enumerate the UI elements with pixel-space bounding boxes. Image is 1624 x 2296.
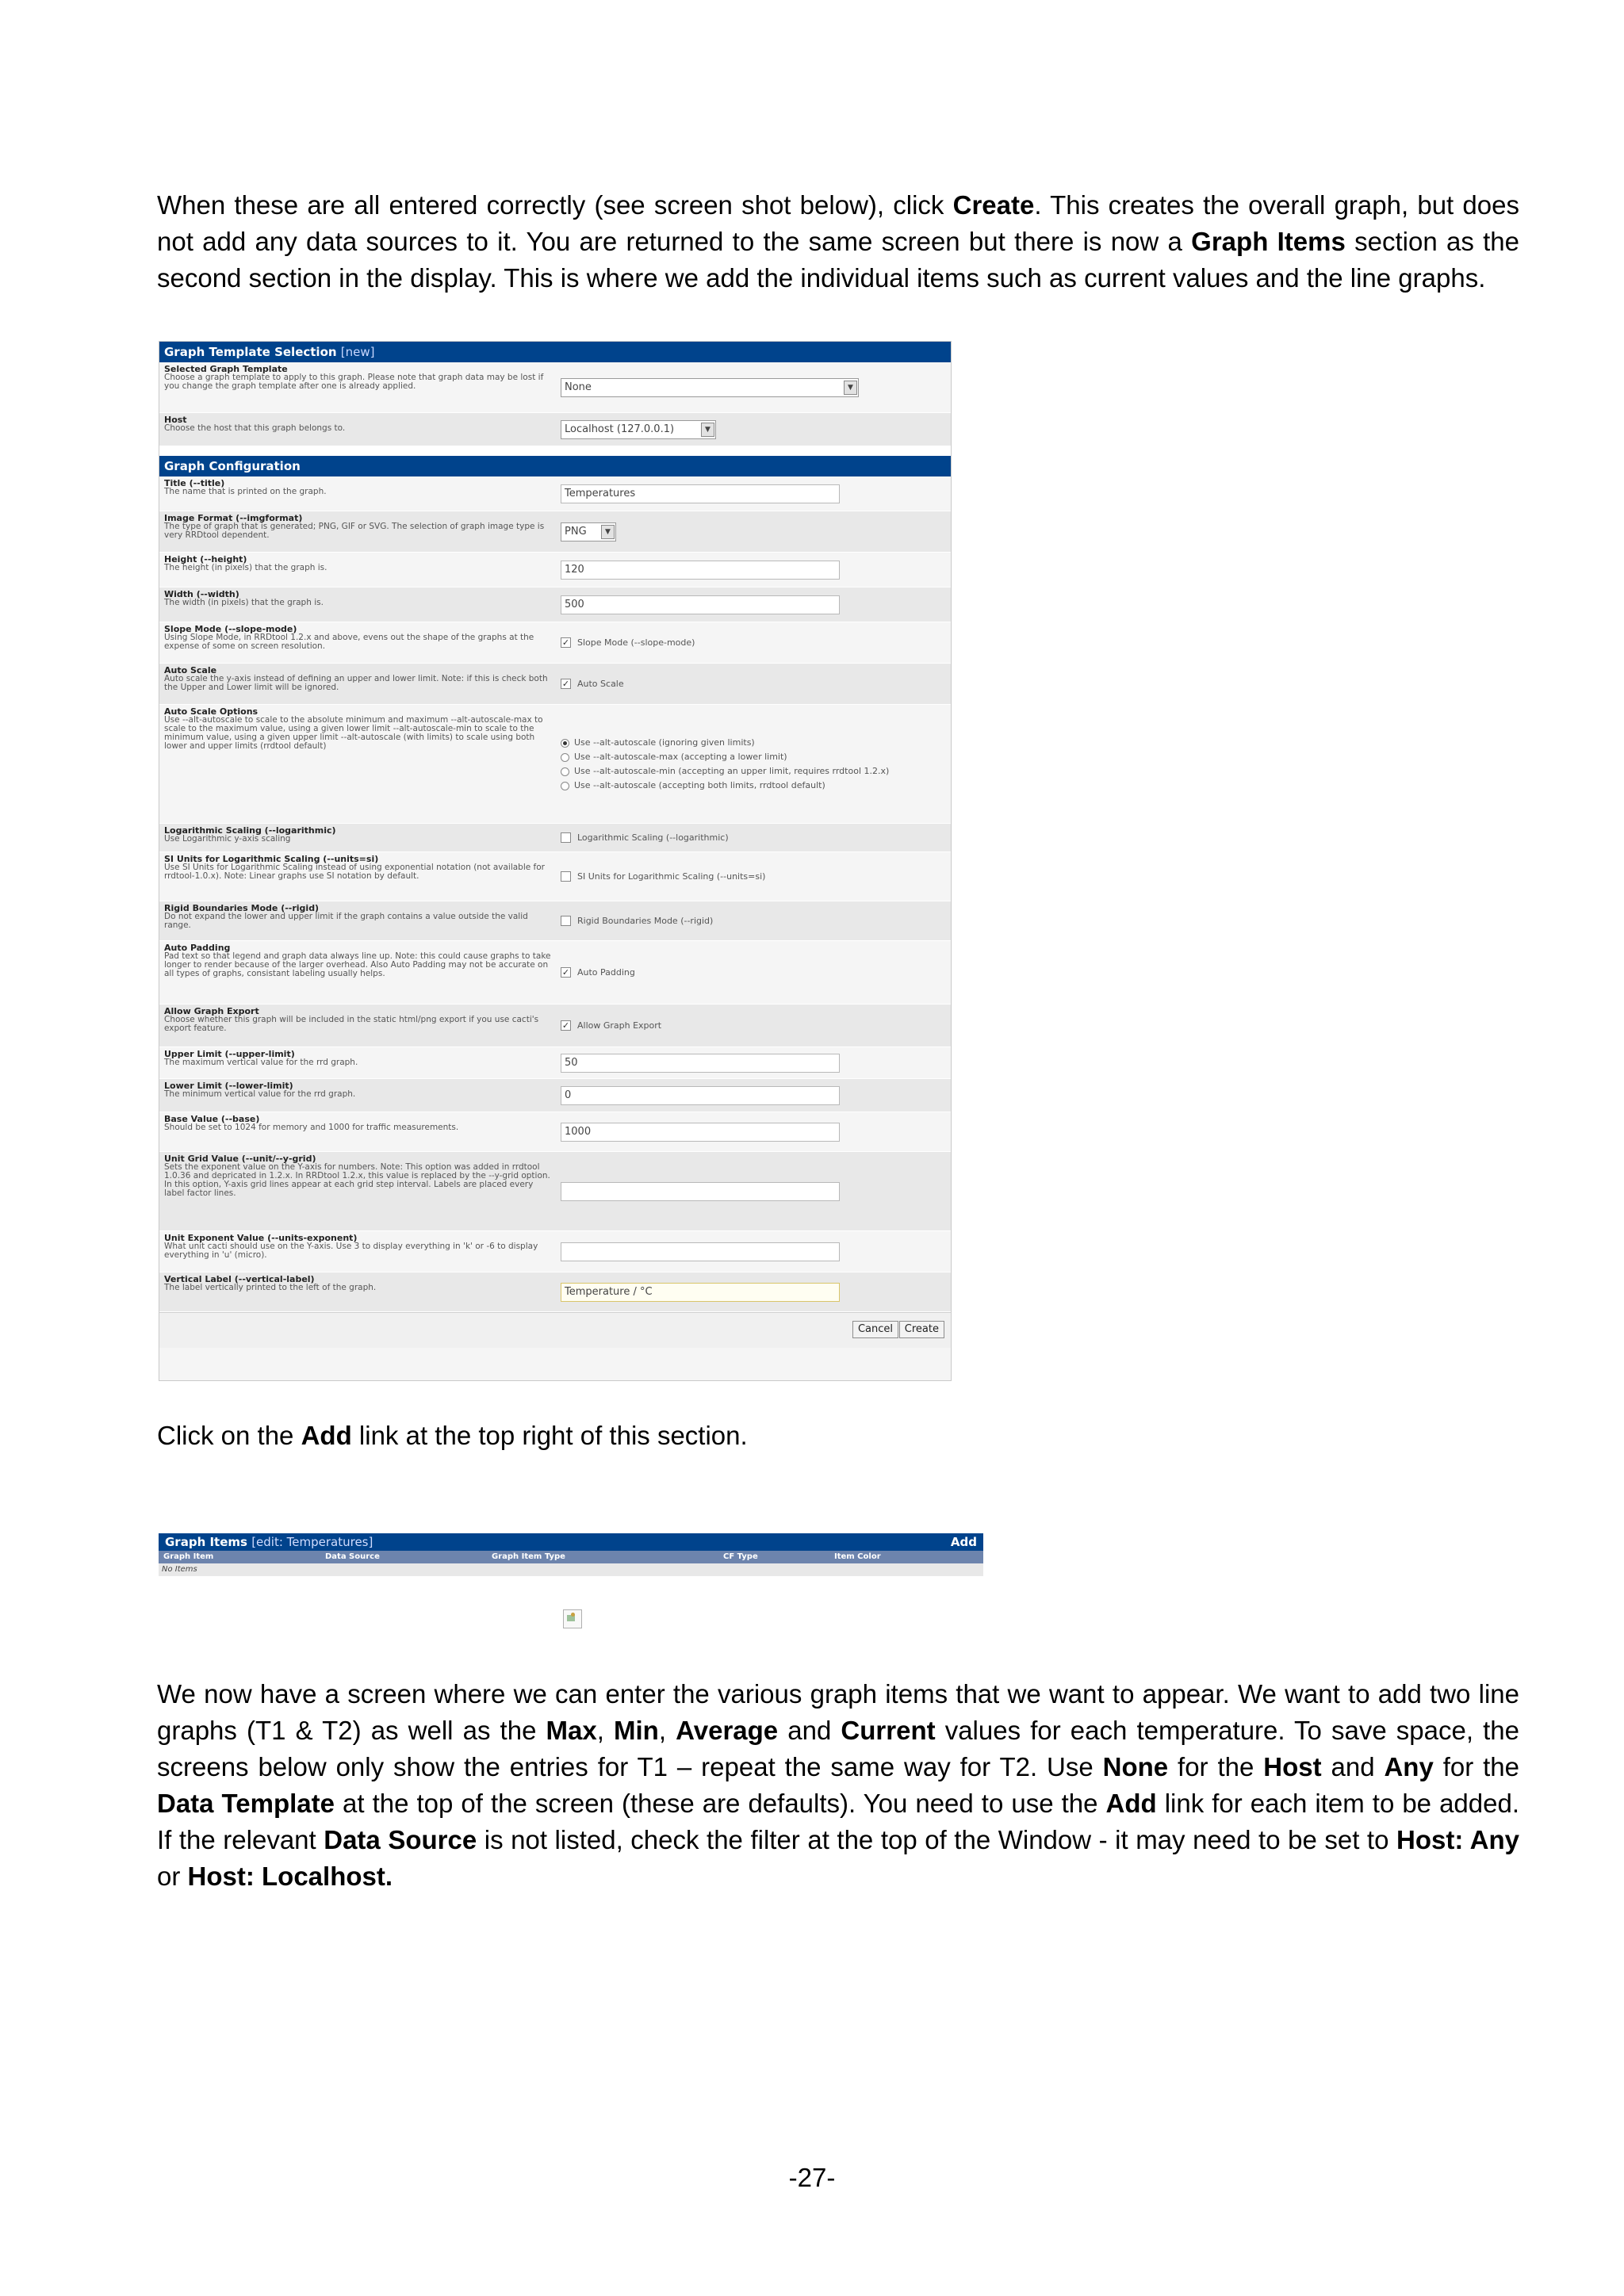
image-format-row: Image Format (--imgformat) The type of graph that is generated; PNG, GIF or SVG. The selection of graph image type is very RRDtool dependent. PNG ▼ xyxy=(159,511,951,553)
graph-items-screenshot xyxy=(159,1533,983,1576)
unit-exponent-row: Unit Exponent Value (--units-exponent) What unit cacti should use on the Y-axis. Use 3 to display everything in 'k' or -6 to display everything in 'u' (micro). xyxy=(159,1231,951,1272)
cancel-button[interactable]: Cancel xyxy=(852,1321,898,1338)
chevron-down-icon: ▼ xyxy=(601,525,615,539)
auto-scale-options-row: Auto Scale Options Use --alt-autoscale to scale to the absolute minimum and maximum --alt-autoscale-max to scale to the maximum value, using a given lower limit --alt-autoscale-min to scale to the minimum value, using a given upper limit --alt-autoscale (with limits) to scale using both lower and upper limits (rrdtool default) Use --alt-autoscale (ignoring given limits) Use --alt-autoscale-max (accepting a lower limit) Use --alt-autoscale-min (accepting an upper limit, requires rrdtool 1.2.x) Use --alt-autoscale (accepting both limits, rrdtool default) xyxy=(159,705,951,824)
unit-exponent-input[interactable] xyxy=(561,1242,840,1261)
page-number: -27- xyxy=(788,2163,836,2192)
rigid-row: Rigid Boundaries Mode (--rigid) Do not expand the lower and upper limit if the graph contains a value outside the valid range. Rigid Boundaries Mode (--rigid) xyxy=(159,901,951,941)
auto-padding-checkbox[interactable]: ✓ xyxy=(561,967,570,978)
form-footer xyxy=(159,1312,951,1348)
si-units-checkbox[interactable] xyxy=(561,871,571,882)
title-input[interactable]: Temperatures xyxy=(561,484,840,503)
chevron-down-icon: ▼ xyxy=(701,423,714,437)
vertical-label-input[interactable]: Temperature / °C xyxy=(561,1283,840,1302)
lower-limit-input[interactable]: 0 xyxy=(561,1086,840,1105)
base-value-row: Base Value (--base) Should be set to 1024 for memory and 1000 for traffic measurements. 1000 xyxy=(159,1112,951,1152)
slope-mode-row: Slope Mode (--slope-mode) Using Slope Mode, in RRDtool 1.2.x and above, evens out the shape of the graphs at the expense of some on screen resolution. ✓ Slope Mode (--slope-mode) xyxy=(159,622,951,664)
height-input[interactable]: 120 xyxy=(561,561,840,580)
column-graph-item: Graph Item xyxy=(163,1552,214,1561)
auto-scale-row: Auto Scale Auto scale the y-axis instead of defining an upper and lower limit. Note: if this is check both the Upper and Lower limit will be ignored. ✓ Auto Scale xyxy=(159,664,951,705)
upper-limit-input[interactable]: 50 xyxy=(561,1054,840,1073)
radio-alt-autoscale-limits[interactable] xyxy=(561,782,569,790)
vertical-label-row: Vertical Label (--vertical-label) The label vertically printed to the left of the graph. Temperature / °C xyxy=(159,1272,951,1312)
graph-items-paragraph: We now have a screen where we can enter the various graph items that we want to appear. We want to add two line graphs (T1 & T2) as well as the Max, Min, Average and Current values for each temperature. To save space, the screens below only show the entries for T1 – repeat the same way for T2. Use None for the Host and Any for the Data Template at the top of the screen (these are defaults). You need to use the Add link for each item to be added. If the relevant Data Source is not listed, check the filter at the top of the Window - it may need to be set to Host: Any or Host: Localhost. xyxy=(157,1679,1520,1891)
graph-items-columns xyxy=(159,1551,983,1563)
template-selection-header: Graph Template Selection [new] xyxy=(159,342,951,362)
logarithmic-checkbox[interactable] xyxy=(561,832,571,843)
width-input[interactable]: 500 xyxy=(561,595,840,614)
column-graph-item-type: Graph Item Type xyxy=(492,1552,565,1561)
radio-alt-autoscale[interactable] xyxy=(561,739,569,748)
image-format-select[interactable]: PNG ▼ xyxy=(561,522,616,541)
graph-items-header: Graph Items [edit: Temperatures] Add xyxy=(159,1533,983,1551)
create-button[interactable]: Create xyxy=(899,1321,944,1338)
base-value-input[interactable]: 1000 xyxy=(561,1123,840,1142)
column-item-color: Item Color xyxy=(834,1552,881,1561)
unit-grid-input[interactable] xyxy=(561,1182,840,1201)
graph-form-screenshot xyxy=(159,341,952,1381)
host-row: Host Choose the host that this graph belongs to. Localhost (127.0.0.1) ▼ xyxy=(159,413,951,446)
unit-grid-row: Unit Grid Value (--unit/--y-grid) Sets the exponent value on the Y-axis for numbers. Note: This option was added in rrdtool 1.0.36 and depricated in 1.2.x. In RRDtool 1.2.x, this value is replaced by the --y-grid option. In this option, Y-axis grid lines appear at each grid step interval. Labels are placed every label factor lines. xyxy=(159,1152,951,1231)
graph-configuration-header: Graph Configuration xyxy=(159,456,951,476)
graph-export-checkbox[interactable]: ✓ xyxy=(561,1020,570,1031)
radio-alt-autoscale-min[interactable] xyxy=(561,767,569,776)
title-row: Title (--title) The name that is printed on the graph. Temperatures xyxy=(159,476,951,511)
selected-template-row: Selected Graph Template Choose a graph template to apply to this graph. Please note that graph data may be lost if you change the graph template after one is already applied. None ▼ xyxy=(159,362,951,413)
graph-export-row: Allow Graph Export Choose whether this graph will be included in the static html/png export if you use cacti's export feature. ✓ Allow Graph Export xyxy=(159,1004,951,1047)
column-cf-type: CF Type xyxy=(723,1552,758,1561)
lower-limit-row: Lower Limit (--lower-limit) The minimum vertical value for the rrd graph. 0 xyxy=(159,1079,951,1112)
auto-scale-checkbox[interactable]: ✓ xyxy=(561,679,570,689)
intro-paragraph: When these are all entered correctly (see screen shot below), click Create. This creates the overall graph, but does not add any data sources to it. You are returned to the same screen but there is now a Graph Items section as the second section in the display. This is where we add the individual items such as current values and the line graphs. xyxy=(157,190,1519,293)
radio-alt-autoscale-max[interactable] xyxy=(561,753,569,762)
graph-template-select[interactable]: None ▼ xyxy=(561,378,859,397)
auto-padding-row: Auto Padding Pad text so that legend and graph data always line up. Note: this could cause graphs to take longer to render because of the larger overhead. Also Auto Padding may not be accurate on all types of graphs, consistant labeling usually helps. ✓ Auto Padding xyxy=(159,941,951,1004)
height-row: Height (--height) The height (in pixels) that the graph is. 120 xyxy=(159,553,951,587)
broken-image-icon xyxy=(563,1609,582,1628)
rigid-checkbox[interactable] xyxy=(561,916,571,926)
logarithmic-row: Logarithmic Scaling (--logarithmic) Use Logarithmic y-axis scaling Logarithmic Scaling (--logarithmic) xyxy=(159,824,951,852)
no-items-row: No Items xyxy=(159,1563,983,1576)
add-link-paragraph: Click on the Add link at the top right of this section. xyxy=(157,1421,748,1450)
column-data-source: Data Source xyxy=(325,1552,380,1561)
si-units-row: SI Units for Logarithmic Scaling (--units=si) Use SI Units for Logarithmic Scaling instead of using exponential notation (not available for rrdtool-1.0.x). Note: Linear graphs use SI notation by default. SI Units for Logarithmic Scaling (--units=si) xyxy=(159,852,951,901)
chevron-down-icon: ▼ xyxy=(844,381,857,395)
add-link[interactable]: Add xyxy=(950,1535,977,1549)
width-row: Width (--width) The width (in pixels) that the graph is. 500 xyxy=(159,587,951,622)
slope-mode-checkbox[interactable]: ✓ xyxy=(561,637,570,648)
upper-limit-row: Upper Limit (--upper-limit) The maximum vertical value for the rrd graph. 50 xyxy=(159,1047,951,1079)
host-select[interactable]: Localhost (127.0.0.1) ▼ xyxy=(561,420,716,439)
